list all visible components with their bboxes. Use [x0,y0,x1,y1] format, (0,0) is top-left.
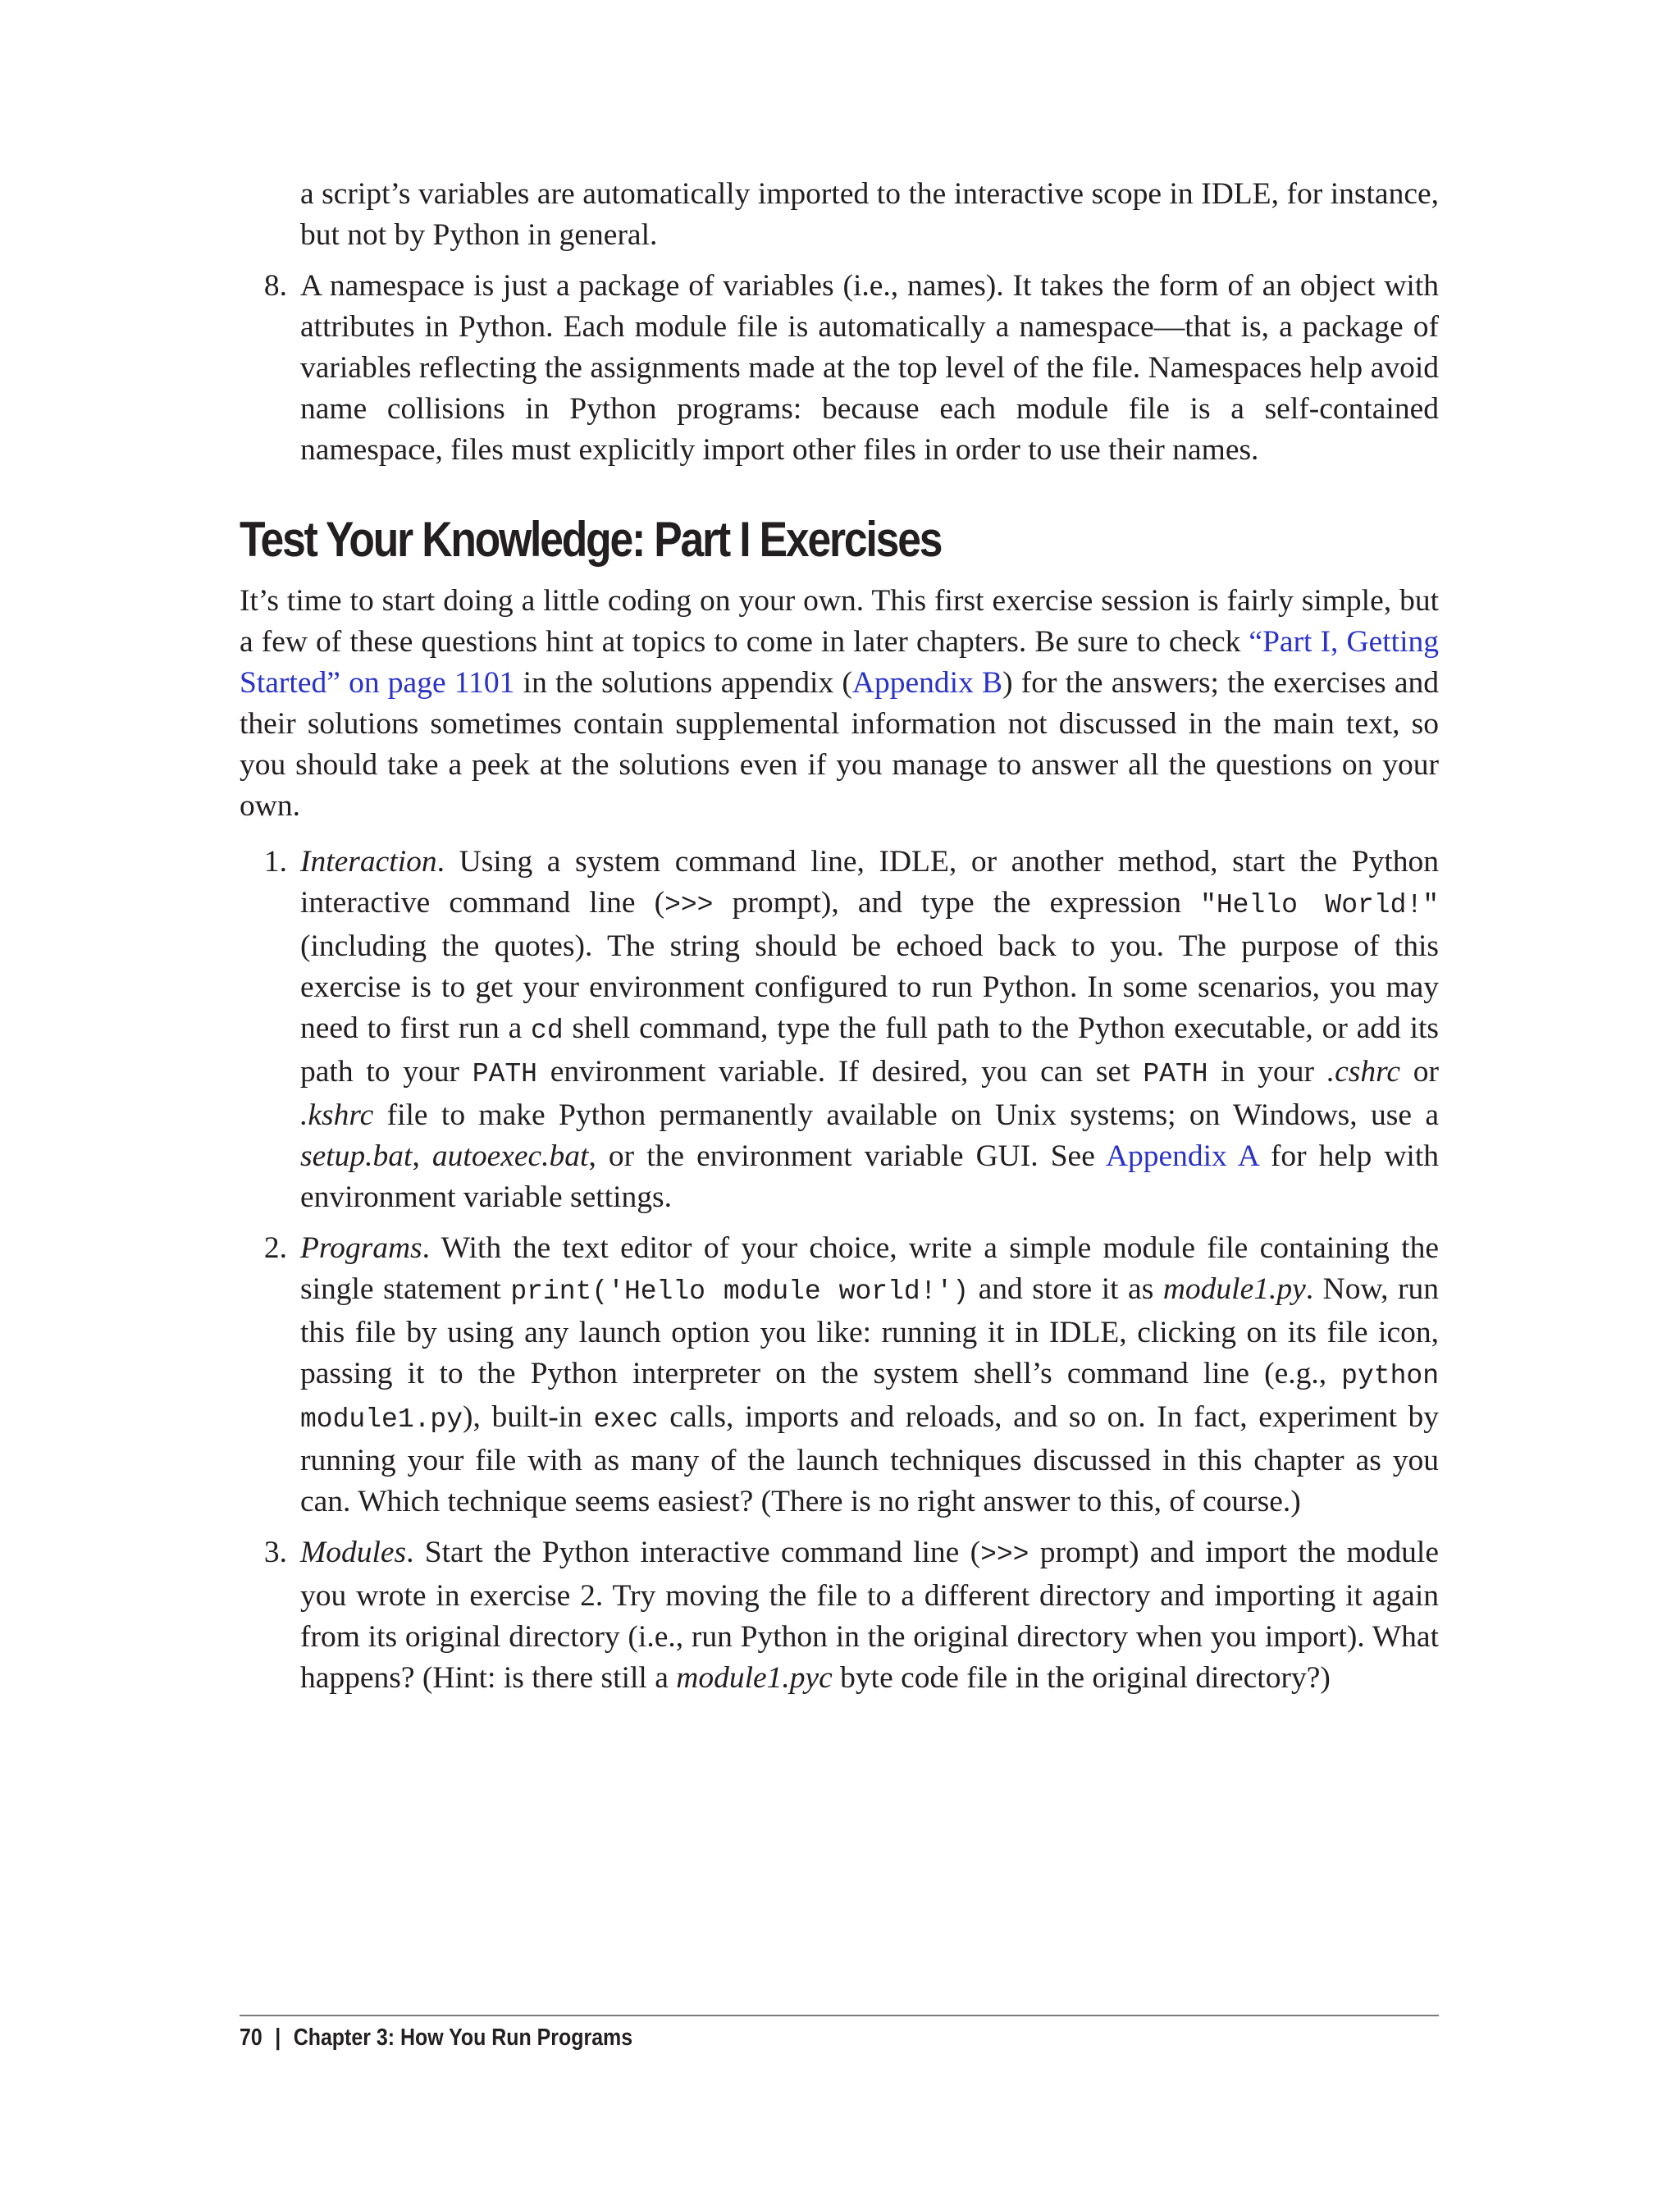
inline-code: exec [593,1404,659,1435]
page-number: 70 [240,2025,262,2051]
filename: module1.pyc [676,1661,833,1695]
inline-code: >>> [980,1540,1029,1570]
inline-code: cd [531,1016,564,1046]
intro-text-1: It’s time to start doing a little coding on your own. This first exercise session is fairly simple, but a few of these questions hint at topics to come in later chapters. Be sure to check [240,584,1439,659]
inline-code: print('Hello module world!') [510,1276,970,1307]
continuation-paragraph: a script’s variables are automatically imported to the interactive scope in IDLE, for instance, but not by Python in general. [300,177,1439,252]
inline-code: PATH [1143,1059,1208,1089]
answer-item-8 [240,266,1439,471]
footer-separator: | [275,2025,281,2051]
exercise-item-3: 3. Modules. Start the Python interactive command line (>>> prompt) and import the module you wrote in exercise 2. Try moving the file to a different directory and importing it again from its original directory (i.e., run Python in the original directory when you import). What happens? (Hint: is there still a module1.pyc byte code file in the original directory?) [240,1532,1439,1699]
intro-paragraph [240,581,1439,827]
intro-text-3: ) for the answers; the exercises and their solutions sometimes contain supplemental information not discussed in the main text, so you should take a peek at the solutions even if you manage to answer all the questions on your own. [240,666,1440,823]
page-body [240,174,1439,1709]
inline-code: >>> [664,890,714,920]
filename: module1.py [1162,1272,1306,1306]
filename: .kshrc [300,1098,374,1132]
filename: setup.bat [300,1139,413,1173]
page-footer [240,2025,632,2052]
item-number: 8. [263,269,287,303]
footer-divider [240,2015,1439,2016]
filename: autoexec.bat [431,1139,589,1173]
inline-code: "Hello World!" [1200,890,1440,920]
part-one-solutions-link[interactable]: “Part I, Getting Started” on page 1101 [240,625,1439,700]
inline-code: python module1.py [300,1361,1439,1435]
exercise-title: Programs [300,1231,422,1265]
chapter-title: Chapter 3: How You Run Programs [293,2025,633,2051]
answer-text: A namespace is just a package of variables (i.e., names). It takes the form of an object with attributes in Python. Each module file is automatically a namespace—that is, a package of variables reflecting the assignments made at the top level of the file. Namespaces help avoid name collisions in Python programs: because each module file is a self-contained namespace, files must explicitly import other files in order to use their names. [300,269,1439,467]
filename: .cshrc [1326,1055,1400,1089]
inline-code: PATH [472,1059,537,1089]
item-number: 1. [263,845,287,879]
item-number: 2. [263,1231,287,1265]
exercise-title: Interaction [300,845,437,879]
appendix-b-link[interactable]: Appendix B [851,666,1003,700]
appendix-a-link[interactable]: Appendix A [1105,1139,1258,1173]
exercise-title: Modules [300,1536,407,1569]
item-number: 3. [263,1536,287,1569]
section-heading: Test Your Knowledge: Part I Exercises [240,512,942,567]
exercise-item-1: 1. Interaction. Using a system command line, IDLE, or another method, start the Python interactive command line (>>> prompt), and type the expression "Hello World!" (including the quotes). The string should be echoed back to you. The purpose of this exercise is to get your environment configured to run Python. In some scenarios, you may need to first run a cd shell command, type the full path to the Python executable, or add its path to your PATH environment variable. If desired, you can set PATH in your .cshrc or .kshrc file to make Python permanently available on Unix systems; on Windows, use a setup.bat, autoexec.bat, or the environment variable GUI. See Appendix A for help with environment variable settings. [240,842,1439,1218]
intro-text-2: in the solutions appendix ( [514,666,852,700]
exercise-item-2: 2. Programs. With the text editor of your choice, write a simple module file containing the single statement print('Hello module world!') and store it as module1.py. Now, run this file by using any launch option you like: running it in IDLE, clicking on its file icon, passing it to the Python interpreter on the system shell’s command line (e.g., python module1.py), built-in exec calls, imports and reloads, and so on. In fact, experiment by running your file with as many of the launch techniques discussed in this chapter as you can. Which technique seems easiest? (There is no right answer to this, of course.) [240,1228,1439,1522]
